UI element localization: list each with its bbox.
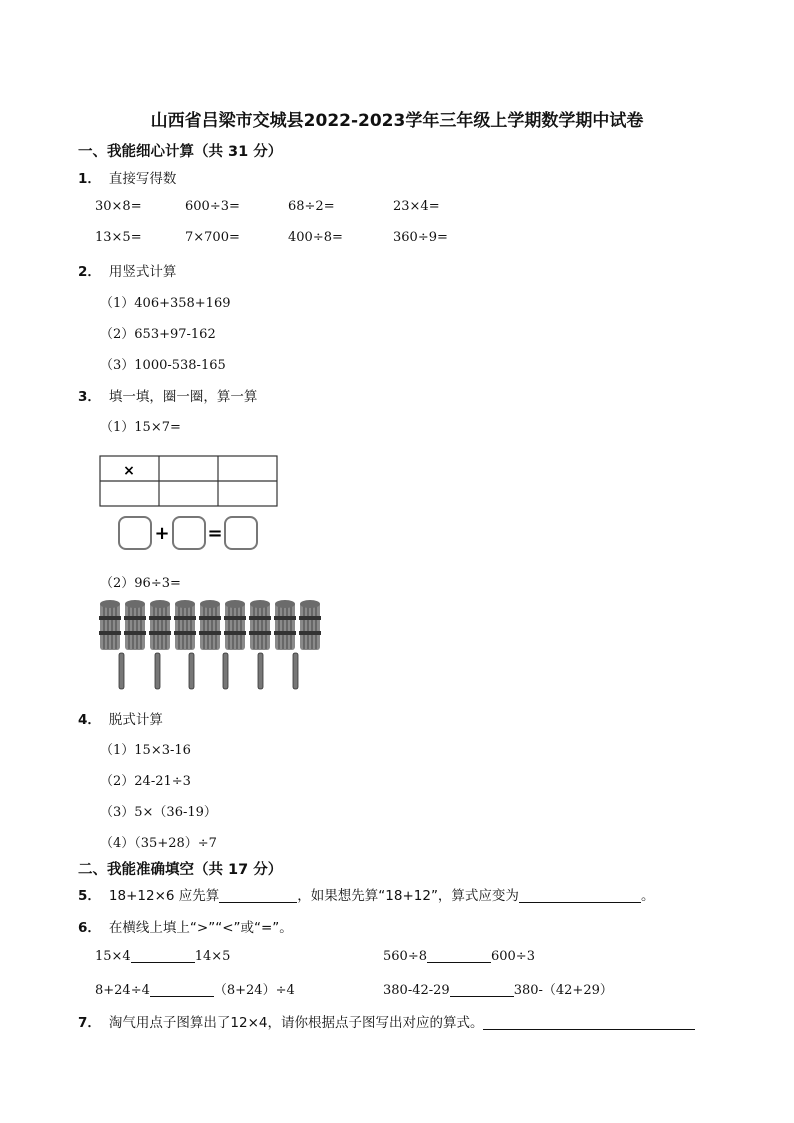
grid-times-symbol: × xyxy=(123,463,135,479)
answer-blank[interactable] xyxy=(483,1015,695,1030)
question-text: 用竖式计算 xyxy=(108,264,177,280)
q3-part-2: （2）96÷3= xyxy=(100,576,181,591)
answer-box[interactable] xyxy=(119,517,151,549)
section-1-heading: 一、我能细心计算（共 31 分） xyxy=(78,144,283,160)
question-text: 直接写得数 xyxy=(108,171,177,187)
question-5 xyxy=(78,884,654,904)
question-number: 3． xyxy=(78,389,101,405)
compare-right: （8+24）÷4 xyxy=(213,983,295,998)
compare-item xyxy=(383,979,613,998)
question-4 xyxy=(78,708,163,728)
answer-blank[interactable] xyxy=(219,888,297,903)
stick-bundle xyxy=(99,600,121,650)
compare-left: 15×4 xyxy=(95,949,131,964)
question-3 xyxy=(78,385,257,405)
question-text: 脱式计算 xyxy=(108,712,163,728)
multiplication-grid-figure xyxy=(98,454,280,556)
step-calc-item: （2）24-21÷3 xyxy=(100,774,191,789)
single-stick xyxy=(258,653,263,689)
stick-bundle xyxy=(124,600,146,650)
question-number: 4． xyxy=(78,712,101,728)
compare-right: 380-（42+29） xyxy=(513,983,613,998)
answer-blank[interactable] xyxy=(427,948,491,963)
stick-bundle xyxy=(299,600,321,650)
oral-item: 600÷3= xyxy=(185,199,240,214)
answer-boxes xyxy=(119,517,257,549)
question-number: 7． xyxy=(78,1015,101,1031)
oral-item: 7×700= xyxy=(185,230,240,245)
compare-item xyxy=(95,979,295,998)
compare-item xyxy=(383,948,535,964)
single-stick xyxy=(119,653,124,689)
answer-blank[interactable] xyxy=(131,948,195,963)
single-stick xyxy=(293,653,298,689)
single-stick xyxy=(155,653,160,689)
question-2 xyxy=(78,260,176,280)
question-text-b: ，如果想先算“18+12”，算式应变为 xyxy=(297,888,519,904)
page-title: 山西省吕梁市交城县2022-2023学年三年级上学期数学期中试卷 xyxy=(150,111,644,131)
question-number: 5． xyxy=(78,888,101,904)
question-1 xyxy=(78,167,176,187)
compare-right: 600÷3 xyxy=(490,949,535,964)
vertical-calc-item: （1）406+358+169 xyxy=(100,296,231,311)
question-text-a: 18+12×6 应先算 xyxy=(108,888,220,904)
stick-bundle xyxy=(249,600,271,650)
step-calc-item: （4）（35+28）÷7 xyxy=(100,836,217,851)
oral-item: 360÷9= xyxy=(393,230,448,245)
oral-item: 13×5= xyxy=(95,230,142,245)
plus-sign: + xyxy=(154,523,170,544)
question-text-c: 。 xyxy=(640,888,655,904)
step-calc-item: （3）5×（36-19） xyxy=(100,805,217,820)
compare-left: 380-42-29 xyxy=(383,983,450,998)
stick-bundle xyxy=(274,600,296,650)
answer-blank[interactable] xyxy=(450,982,514,997)
oral-item: 68÷2= xyxy=(288,199,335,214)
question-text: 淘气用点子图算出了12×4，请你根据点子图写出对应的算式。 xyxy=(108,1015,484,1031)
answer-blank[interactable] xyxy=(519,888,641,903)
compare-left: 8+24÷4 xyxy=(95,983,150,998)
question-6 xyxy=(78,916,293,936)
question-text: 在横线上填上“>”“<”或“=”。 xyxy=(108,920,293,936)
question-text: 填一填，圈一圈，算一算 xyxy=(108,389,258,405)
question-number: 1． xyxy=(78,171,101,187)
vertical-calc-item: （2）653+97-162 xyxy=(100,327,216,342)
stick-bundle xyxy=(149,600,171,650)
vertical-calc-item: （3）1000-538-165 xyxy=(100,358,226,373)
stick-bundles-figure xyxy=(96,598,336,692)
compare-right: 14×5 xyxy=(194,949,231,964)
question-number: 6． xyxy=(78,920,101,936)
single-stick xyxy=(189,653,194,689)
compare-left: 560÷8 xyxy=(383,949,427,964)
section-2-heading: 二、我能准确填空（共 17 分） xyxy=(78,862,283,878)
stick-bundle xyxy=(174,600,196,650)
question-7 xyxy=(78,1011,695,1031)
stick-bundle xyxy=(199,600,221,650)
single-stick xyxy=(223,653,228,689)
question-number: 2． xyxy=(78,264,101,280)
step-calc-item: （1）15×3-16 xyxy=(100,743,191,758)
answer-box[interactable] xyxy=(173,517,205,549)
compare-item xyxy=(95,948,230,964)
answer-box[interactable] xyxy=(225,517,257,549)
q3-part-1: （1）15×7= xyxy=(100,420,181,435)
oral-item: 23×4= xyxy=(393,199,440,214)
oral-item: 400÷8= xyxy=(288,230,343,245)
answer-blank[interactable] xyxy=(150,982,214,997)
equals-sign: = xyxy=(207,523,223,544)
oral-item: 30×8= xyxy=(95,199,142,214)
stick-bundle xyxy=(224,600,246,650)
